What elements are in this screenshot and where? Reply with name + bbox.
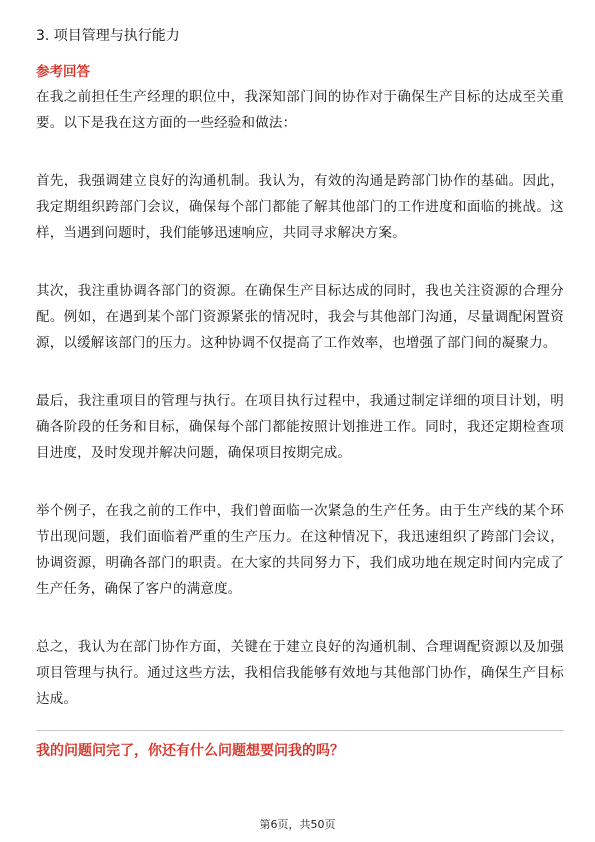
answer-paragraph-summary: 总之，我认为在部门协作方面，关键在于建立良好的沟通机制、合理调配资源以及加强项目管理与执行。通过这些方法，我相信我能够有效地与其他部门协作，确保生产目标达成。 — [36, 639, 564, 707]
page-indicator: 第6页，共50页 — [259, 818, 336, 831]
answer-paragraph-resources: 其次，我注重协调各部门的资源。在确保生产目标达成的同时，我也关注资源的合理分配。例如，在遇到某个部门资源紧张的情况时，我会与其他部门沟通，尽量调配闲置资源，以缓解该部门的压力。这种协调不仅提高了工作效率，也增强了部门间的凝聚力。 — [36, 283, 564, 351]
section-divider — [36, 730, 564, 731]
answer-paragraph-project-management: 最后，我注重项目的管理与执行。在项目执行过程中，我通过制定详细的项目计划，明确各阶段的任务和目标，确保每个部门都能按照计划推进工作。同时，我还定期检查项目进度，及时发现并解决问题，确保项目按期完成。 — [36, 393, 564, 461]
section-title: 3. 项目管理与执行能力 — [36, 28, 180, 44]
answer-paragraph-example: 举个例子，在我之前的工作中，我们曾面临一次紧急的生产任务。由于生产线的某个环节出现问题，我们面临着严重的生产压力。在这种情况下，我迅速组织了跨部门会议，协调资源，明确各部门的职责。在大家的共同努力下，我们成功地在规定时间内完成了生产任务，确保了客户的满意度。 — [36, 503, 564, 597]
closing-question: 我的问题问完了，你还有什么问题想要问我的吗？ — [36, 743, 344, 759]
answer-paragraph-communication: 首先，我强调建立良好的沟通机制。我认为，有效的沟通是跨部门协作的基础。因此，我定期组织跨部门会议，确保每个部门都能了解其他部门的工作进度和面临的挑战。这样，当遇到问题时，我们能够迅速响应，共同寻求解决方案。 — [36, 173, 564, 241]
page-content — [36, 26, 564, 761]
reference-answer-label: 参考回答 — [36, 64, 90, 80]
answer-paragraph-intro: 在我之前担任生产经理的职位中，我深知部门间的协作对于确保生产目标的达成至关重要。以下是我在这方面的一些经验和做法： — [36, 89, 564, 131]
